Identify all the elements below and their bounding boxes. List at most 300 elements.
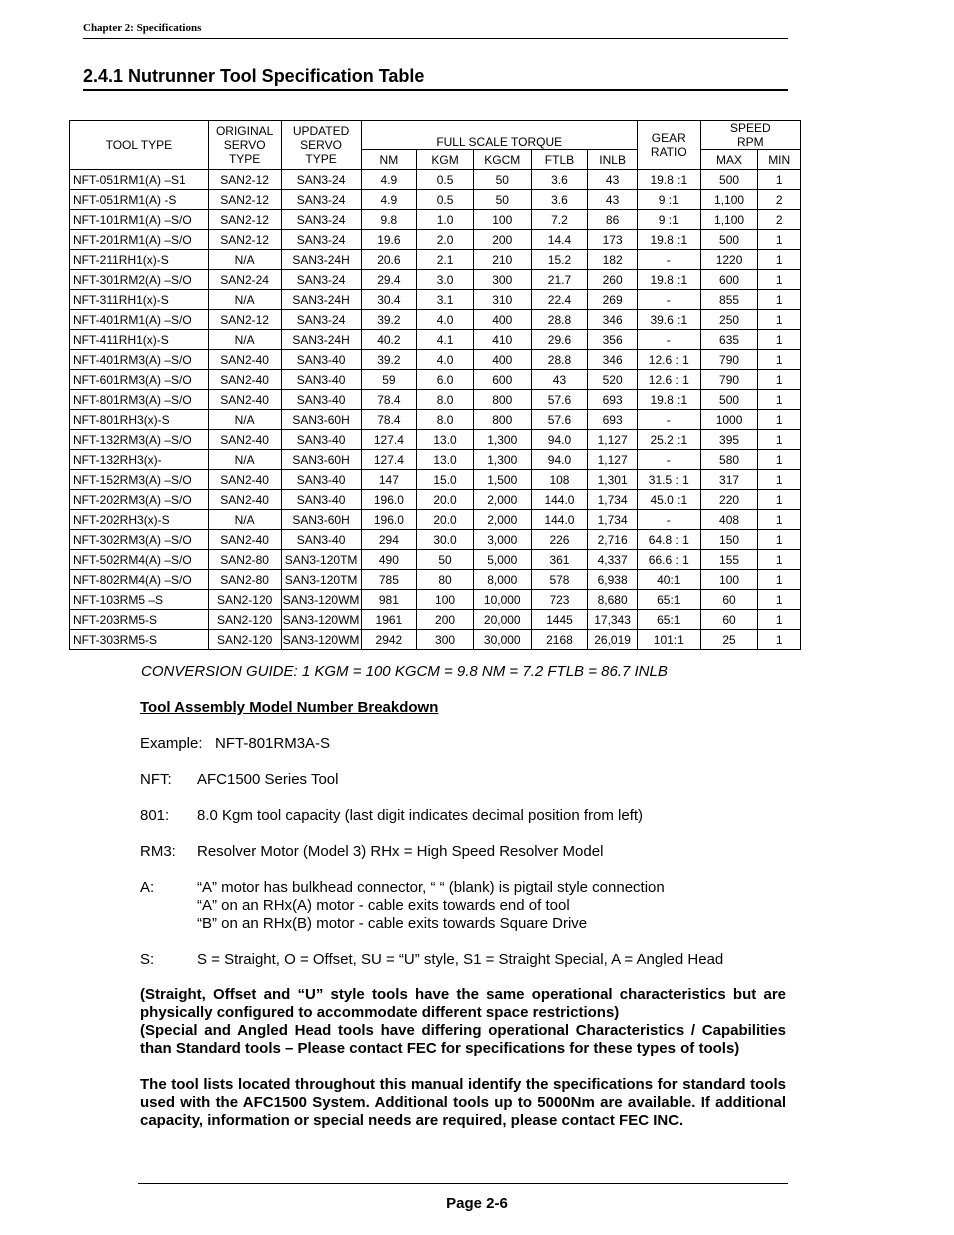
table-cell: 150 <box>700 530 758 550</box>
table-cell: 127.4 <box>361 450 417 470</box>
table-cell: 1 <box>758 530 801 550</box>
chapter-header: Chapter 2: Specifications <box>83 22 788 39</box>
table-cell: SAN2-40 <box>208 390 281 410</box>
table-cell: 693 <box>588 410 638 430</box>
table-cell: NFT-303RM5-S <box>70 630 209 650</box>
table-cell: 790 <box>700 370 758 390</box>
table-cell: 635 <box>700 330 758 350</box>
table-cell: 30.4 <box>361 290 417 310</box>
table-cell: SAN3-24H <box>281 290 361 310</box>
table-cell: NFT-601RM3(A) –S/O <box>70 370 209 390</box>
table-cell: 15.2 <box>531 250 588 270</box>
table-row <box>70 470 801 490</box>
table-cell: SAN3-40 <box>281 490 361 510</box>
table-cell: 21.7 <box>531 270 588 290</box>
table-cell: 28.8 <box>531 350 588 370</box>
table-cell: 40.2 <box>361 330 417 350</box>
table-cell: 4.0 <box>417 310 474 330</box>
table-cell: 500 <box>700 170 758 190</box>
table-cell: SAN2-40 <box>208 350 281 370</box>
table-row <box>70 510 801 530</box>
table-cell: 2168 <box>531 630 588 650</box>
spec-table <box>69 120 801 650</box>
table-cell: 800 <box>473 410 531 430</box>
table-cell: 50 <box>473 190 531 210</box>
table-row <box>70 530 801 550</box>
table-cell: - <box>637 510 700 530</box>
table-cell: 28.8 <box>531 310 588 330</box>
table-row <box>70 370 801 390</box>
page-number: Page 2-6 <box>446 1195 508 1212</box>
table-cell: SAN3-120WM <box>281 590 361 610</box>
table-cell: N/A <box>208 290 281 310</box>
table-cell: 15.0 <box>417 470 474 490</box>
table-cell: 210 <box>473 250 531 270</box>
table-cell: 20,000 <box>473 610 531 630</box>
header-min: MIN <box>758 150 801 170</box>
table-cell: 50 <box>417 550 474 570</box>
table-cell: - <box>637 290 700 310</box>
table-cell: 66.6 : 1 <box>637 550 700 570</box>
table-cell: 1,301 <box>588 470 638 490</box>
table-cell: SAN2-12 <box>208 310 281 330</box>
table-cell: 12.6 : 1 <box>637 350 700 370</box>
table-cell: SAN2-40 <box>208 470 281 490</box>
table-cell: SAN3-24H <box>281 250 361 270</box>
spec-table-body <box>70 170 801 650</box>
section-title: 2.4.1 Nutrunner Tool Specification Table <box>83 66 788 91</box>
table-cell: 78.4 <box>361 390 417 410</box>
table-cell: 65:1 <box>637 610 700 630</box>
table-cell: 9.8 <box>361 210 417 230</box>
header-kgcm: KGCM <box>473 150 531 170</box>
table-row <box>70 230 801 250</box>
table-row <box>70 490 801 510</box>
table-cell: 43 <box>588 190 638 210</box>
table-cell: SAN3-120WM <box>281 610 361 630</box>
table-cell: SAN2-12 <box>208 190 281 210</box>
table-row <box>70 630 801 650</box>
table-cell: 9 :1 <box>637 210 700 230</box>
table-cell: 1,300 <box>473 430 531 450</box>
table-cell: NFT-301RM2(A) –S/O <box>70 270 209 290</box>
table-cell: 94.0 <box>531 430 588 450</box>
table-row <box>70 330 801 350</box>
table-cell: 43 <box>531 370 588 390</box>
table-row <box>70 250 801 270</box>
table-cell: SAN3-24 <box>281 170 361 190</box>
header-max: MAX <box>700 150 758 170</box>
table-cell: 8,680 <box>588 590 638 610</box>
table-cell: 30.0 <box>417 530 474 550</box>
table-cell: 1.0 <box>417 210 474 230</box>
breakdown-value: 8.0 Kgm tool capacity (last digit indicates decimal position from left) <box>197 807 644 824</box>
table-cell: 8.0 <box>417 410 474 430</box>
table-row <box>70 310 801 330</box>
table-cell: SAN2-120 <box>208 590 281 610</box>
table-cell: 19.6 <box>361 230 417 250</box>
table-cell: SAN3-24 <box>281 190 361 210</box>
table-cell: NFT-801RH3(x)-S <box>70 410 209 430</box>
table-cell: NFT-051RM1(A) -S <box>70 190 209 210</box>
table-cell: 4.1 <box>417 330 474 350</box>
table-cell: 1 <box>758 450 801 470</box>
table-cell: NFT-132RM3(A) –S/O <box>70 430 209 450</box>
table-cell: 500 <box>700 230 758 250</box>
table-cell: 14.4 <box>531 230 588 250</box>
table-cell: 13.0 <box>417 430 474 450</box>
table-cell: 356 <box>588 330 638 350</box>
table-cell: 64.8 : 1 <box>637 530 700 550</box>
table-cell: SAN2-12 <box>208 170 281 190</box>
table-cell: NFT-211RH1(x)-S <box>70 250 209 270</box>
table-cell: 1 <box>758 290 801 310</box>
table-cell: SAN3-60H <box>281 410 361 430</box>
header-speed-rpm: SPEED RPM <box>700 121 800 150</box>
table-cell: 580 <box>700 450 758 470</box>
table-cell: SAN3-24H <box>281 330 361 350</box>
breakdown-value: AFC1500 Series Tool <box>197 771 339 788</box>
table-cell: 196.0 <box>361 490 417 510</box>
table-cell: 410 <box>473 330 531 350</box>
notes-configuration <box>140 986 786 1058</box>
table-cell: 100 <box>473 210 531 230</box>
table-cell: 2 <box>758 190 801 210</box>
table-cell: 1 <box>758 390 801 410</box>
table-row <box>70 210 801 230</box>
table-cell: 600 <box>473 370 531 390</box>
table-cell: 1 <box>758 350 801 370</box>
table-cell: 2.1 <box>417 250 474 270</box>
table-cell: 144.0 <box>531 490 588 510</box>
table-cell: 250 <box>700 310 758 330</box>
notes-tool-lists: The tool lists located throughout this manual identify the specifications for standard tools used with the AFC1500 System. Additional tools up to 5000Nm are available. If additional capacity, information or special needs are required, please contact FEC INC. <box>140 1076 786 1129</box>
table-cell: 147 <box>361 470 417 490</box>
table-cell: 43 <box>588 170 638 190</box>
table-cell: 981 <box>361 590 417 610</box>
table-cell: 1,734 <box>588 490 638 510</box>
table-cell: SAN2-40 <box>208 530 281 550</box>
table-cell: SAN2-80 <box>208 570 281 590</box>
table-cell: 108 <box>531 470 588 490</box>
table-cell: 1,100 <box>700 190 758 210</box>
table-cell: SAN2-12 <box>208 230 281 250</box>
table-cell: SAN2-120 <box>208 630 281 650</box>
table-cell: 1 <box>758 510 801 530</box>
table-cell: SAN3-24 <box>281 230 361 250</box>
table-row <box>70 290 801 310</box>
table-cell: 20.0 <box>417 510 474 530</box>
table-cell: 500 <box>700 390 758 410</box>
table-cell: SAN2-40 <box>208 490 281 510</box>
breakdown-key: S: <box>140 951 155 968</box>
table-cell: 50 <box>473 170 531 190</box>
table-cell: 346 <box>588 310 638 330</box>
header-updated-servo: UPDATED SERVO TYPE <box>281 121 361 170</box>
table-cell: 2,000 <box>473 490 531 510</box>
table-cell: NFT-502RM4(A) –S/O <box>70 550 209 570</box>
table-cell: 39.2 <box>361 350 417 370</box>
table-cell: 19.8 :1 <box>637 230 700 250</box>
table-cell: 3.6 <box>531 170 588 190</box>
table-cell: 220 <box>700 490 758 510</box>
table-row <box>70 430 801 450</box>
table-cell: 395 <box>700 430 758 450</box>
table-cell: 1 <box>758 270 801 290</box>
table-cell: NFT-202RH3(x)-S <box>70 510 209 530</box>
table-cell: 520 <box>588 370 638 390</box>
table-cell: SAN3-40 <box>281 470 361 490</box>
table-cell: 600 <box>700 270 758 290</box>
table-cell: 1 <box>758 430 801 450</box>
table-cell: N/A <box>208 510 281 530</box>
table-cell: 1,300 <box>473 450 531 470</box>
conversion-guide: CONVERSION GUIDE: 1 KGM = 100 KGCM = 9.8 NM = 7.2 FTLB = 86.7 INLB <box>141 663 668 680</box>
table-cell: SAN3-60H <box>281 510 361 530</box>
table-cell: 30,000 <box>473 630 531 650</box>
table-cell: 310 <box>473 290 531 310</box>
table-cell: 2,716 <box>588 530 638 550</box>
table-cell: NFT-202RM3(A) –S/O <box>70 490 209 510</box>
table-cell: 693 <box>588 390 638 410</box>
table-cell: 200 <box>417 610 474 630</box>
table-row <box>70 170 801 190</box>
note-special-tools: (Special and Angled Head tools have differing operational Characteristics / Capabilities than Standard tools – Please contact FEC for specifications for these types of tools) <box>140 1022 786 1057</box>
table-cell: 855 <box>700 290 758 310</box>
table-cell: 1 <box>758 170 801 190</box>
table-cell: SAN3-40 <box>281 350 361 370</box>
table-cell: 20.0 <box>417 490 474 510</box>
table-cell: 2,000 <box>473 510 531 530</box>
breakdown-key: NFT: <box>140 771 172 788</box>
table-cell: SAN3-40 <box>281 390 361 410</box>
table-row <box>70 610 801 630</box>
table-cell: NFT-401RM1(A) –S/O <box>70 310 209 330</box>
breakdown-key: A: <box>140 879 155 896</box>
breakdown-example: Example: NFT-801RM3A-S <box>140 735 331 752</box>
table-cell: 1220 <box>700 250 758 270</box>
table-cell: 4,337 <box>588 550 638 570</box>
table-cell: 1 <box>758 550 801 570</box>
breakdown-value: Resolver Motor (Model 3) RHx = High Speed Resolver Model <box>197 843 604 860</box>
table-cell: 94.0 <box>531 450 588 470</box>
table-cell: 1,500 <box>473 470 531 490</box>
table-cell: 60 <box>700 610 758 630</box>
table-cell: 2 <box>758 210 801 230</box>
table-row <box>70 590 801 610</box>
table-cell: NFT-411RH1(x)-S <box>70 330 209 350</box>
table-cell: NFT-401RM3(A) –S/O <box>70 350 209 370</box>
table-cell: 60 <box>700 590 758 610</box>
header-gear-ratio: GEAR RATIO <box>637 121 700 170</box>
table-cell: 1 <box>758 230 801 250</box>
table-cell: 1 <box>758 610 801 630</box>
table-cell: SAN3-120TM <box>281 570 361 590</box>
table-cell: 1 <box>758 490 801 510</box>
table-cell: 3.1 <box>417 290 474 310</box>
table-cell: 19.8 :1 <box>637 390 700 410</box>
header-ftlb: FTLB <box>531 150 588 170</box>
table-cell: 1 <box>758 470 801 490</box>
table-cell: 790 <box>700 350 758 370</box>
table-cell: 100 <box>700 570 758 590</box>
table-cell: 10,000 <box>473 590 531 610</box>
table-cell: 19.8 :1 <box>637 270 700 290</box>
table-cell: 300 <box>417 630 474 650</box>
table-cell: 3.6 <box>531 190 588 210</box>
table-cell: SAN2-40 <box>208 370 281 390</box>
table-cell: 39.6 :1 <box>637 310 700 330</box>
table-cell: 173 <box>588 230 638 250</box>
footer-rule <box>138 1183 788 1184</box>
header-inlb: INLB <box>588 150 638 170</box>
table-cell: 1 <box>758 250 801 270</box>
table-cell: 1 <box>758 590 801 610</box>
table-cell: SAN3-40 <box>281 370 361 390</box>
table-cell: 1 <box>758 570 801 590</box>
table-cell: 29.6 <box>531 330 588 350</box>
table-cell: 80 <box>417 570 474 590</box>
table-cell: 1,127 <box>588 450 638 470</box>
table-cell: SAN2-120 <box>208 610 281 630</box>
table-cell: NFT-802RM4(A) –S/O <box>70 570 209 590</box>
table-cell: 65:1 <box>637 590 700 610</box>
table-cell: 40:1 <box>637 570 700 590</box>
table-cell: NFT-103RM5 –S <box>70 590 209 610</box>
table-cell: NFT-203RM5-S <box>70 610 209 630</box>
table-cell: 7.2 <box>531 210 588 230</box>
table-cell: 1,100 <box>700 210 758 230</box>
table-cell: 800 <box>473 390 531 410</box>
table-cell: 1961 <box>361 610 417 630</box>
table-cell: SAN3-60H <box>281 450 361 470</box>
table-cell: 45.0 :1 <box>637 490 700 510</box>
table-cell: 31.5 : 1 <box>637 470 700 490</box>
table-cell: SAN3-120WM <box>281 630 361 650</box>
table-cell: 317 <box>700 470 758 490</box>
table-cell: NFT-101RM1(A) –S/O <box>70 210 209 230</box>
table-cell: 86 <box>588 210 638 230</box>
table-cell: 226 <box>531 530 588 550</box>
table-cell: 29.4 <box>361 270 417 290</box>
table-cell: 26,019 <box>588 630 638 650</box>
table-cell: SAN3-24 <box>281 270 361 290</box>
table-cell: 25 <box>700 630 758 650</box>
table-cell: SAN3-120TM <box>281 550 361 570</box>
table-cell: NFT-132RH3(x)- <box>70 450 209 470</box>
table-cell: 144.0 <box>531 510 588 530</box>
table-cell: 5,000 <box>473 550 531 570</box>
table-row <box>70 410 801 430</box>
table-cell: 785 <box>361 570 417 590</box>
table-cell: 9 :1 <box>637 190 700 210</box>
table-cell: - <box>637 450 700 470</box>
table-cell: 0.5 <box>417 190 474 210</box>
note-standard-tools: (Straight, Offset and “U” style tools have the same operational characteristics but are physically configured to accommodate different space restrictions) <box>140 986 786 1021</box>
table-cell: 400 <box>473 310 531 330</box>
table-cell: 490 <box>361 550 417 570</box>
table-row <box>70 550 801 570</box>
breakdown-value: S = Straight, O = Offset, SU = “U” style, S1 = Straight Special, A = Angled Head <box>197 951 724 968</box>
table-cell: 1 <box>758 310 801 330</box>
table-cell: N/A <box>208 250 281 270</box>
table-cell: 17,343 <box>588 610 638 630</box>
table-cell: 3.0 <box>417 270 474 290</box>
table-cell: N/A <box>208 410 281 430</box>
table-cell: NFT-311RH1(x)-S <box>70 290 209 310</box>
table-cell: 1,734 <box>588 510 638 530</box>
table-row <box>70 450 801 470</box>
table-row <box>70 190 801 210</box>
table-cell: 408 <box>700 510 758 530</box>
table-cell: 182 <box>588 250 638 270</box>
breakdown-title: Tool Assembly Model Number Breakdown <box>140 699 439 716</box>
table-cell: 2942 <box>361 630 417 650</box>
table-cell: SAN3-24 <box>281 310 361 330</box>
header-nm: NM <box>361 150 417 170</box>
breakdown-key: RM3: <box>140 843 176 860</box>
table-cell: SAN3-24 <box>281 210 361 230</box>
table-row <box>70 390 801 410</box>
header-kgm: KGM <box>417 150 474 170</box>
table-cell: 20.6 <box>361 250 417 270</box>
table-cell: 57.6 <box>531 410 588 430</box>
header-full-scale-torque: FULL SCALE TORQUE <box>361 121 637 150</box>
table-cell: 1000 <box>700 410 758 430</box>
table-cell: 578 <box>531 570 588 590</box>
table-cell: 78.4 <box>361 410 417 430</box>
table-cell: 361 <box>531 550 588 570</box>
table-cell: 0.5 <box>417 170 474 190</box>
table-cell: NFT-152RM3(A) –S/O <box>70 470 209 490</box>
table-cell: 4.0 <box>417 350 474 370</box>
table-row <box>70 350 801 370</box>
table-cell: 6,938 <box>588 570 638 590</box>
table-cell: - <box>637 250 700 270</box>
table-cell: SAN2-24 <box>208 270 281 290</box>
table-cell: 1,127 <box>588 430 638 450</box>
table-cell: 2.0 <box>417 230 474 250</box>
table-row <box>70 570 801 590</box>
table-cell: 127.4 <box>361 430 417 450</box>
table-cell: NFT-302RM3(A) –S/O <box>70 530 209 550</box>
table-cell: 19.8 :1 <box>637 170 700 190</box>
table-cell: 4.9 <box>361 170 417 190</box>
table-cell: 200 <box>473 230 531 250</box>
table-cell: 346 <box>588 350 638 370</box>
table-cell: SAN3-40 <box>281 530 361 550</box>
table-cell: 4.9 <box>361 190 417 210</box>
table-cell: NFT-801RM3(A) –S/O <box>70 390 209 410</box>
header-tool-type: TOOL TYPE <box>70 121 209 170</box>
table-cell: SAN2-80 <box>208 550 281 570</box>
table-cell: 57.6 <box>531 390 588 410</box>
table-cell: 196.0 <box>361 510 417 530</box>
header-original-servo: ORIGINAL SERVO TYPE <box>208 121 281 170</box>
table-cell: 400 <box>473 350 531 370</box>
table-cell: 155 <box>700 550 758 570</box>
table-cell: N/A <box>208 450 281 470</box>
table-cell: NFT-201RM1(A) –S/O <box>70 230 209 250</box>
table-row <box>70 270 801 290</box>
table-cell: 1 <box>758 370 801 390</box>
table-cell: 269 <box>588 290 638 310</box>
breakdown-key: 801: <box>140 807 170 824</box>
table-cell: 723 <box>531 590 588 610</box>
table-cell: 25.2 :1 <box>637 430 700 450</box>
table-cell: SAN2-40 <box>208 430 281 450</box>
table-cell: N/A <box>208 330 281 350</box>
